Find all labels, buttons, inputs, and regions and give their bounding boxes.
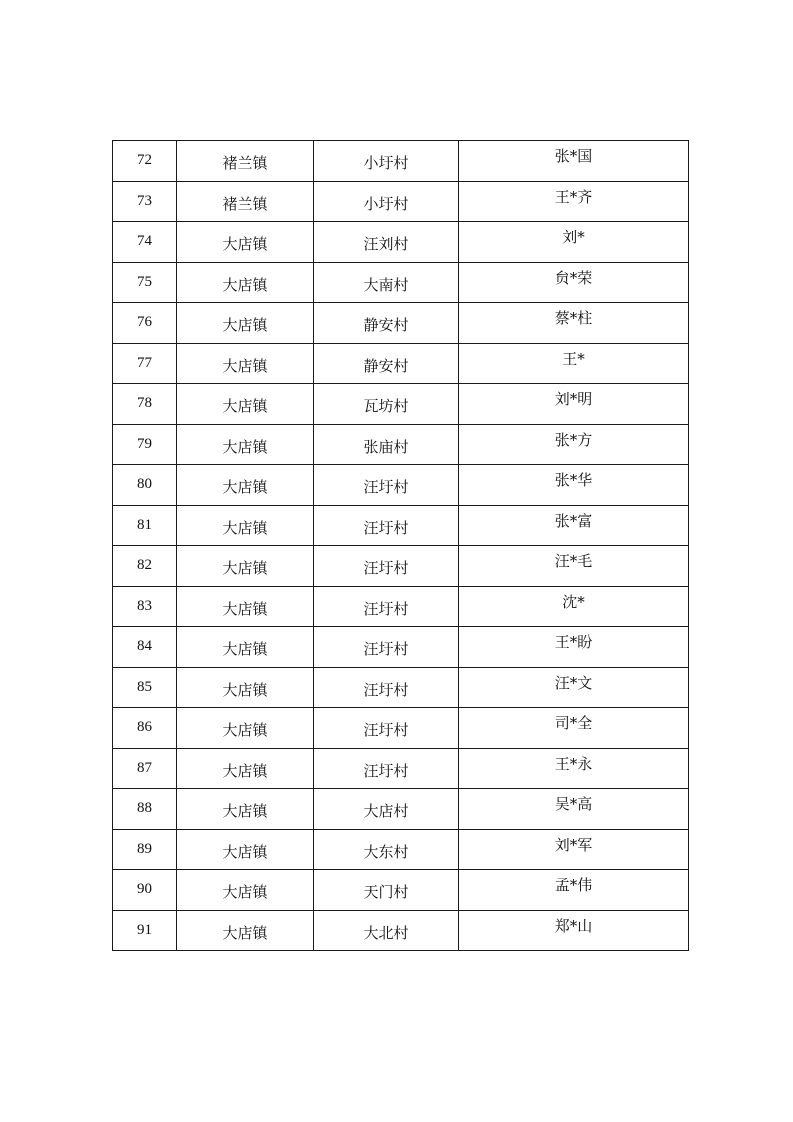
town-cell [177, 910, 314, 951]
row-number-cell [113, 222, 177, 263]
person-name-cell [459, 343, 689, 384]
table-row [113, 546, 689, 587]
table-row [113, 789, 689, 830]
village-cell-text: 大南村 [363, 275, 409, 294]
row-number-cell-text: 78 [137, 395, 152, 412]
town-cell-text: 褚兰镇 [222, 154, 268, 173]
village-cell [314, 343, 459, 384]
person-name-cell [459, 910, 689, 951]
person-name-cell-text: 吴*高 [554, 795, 593, 814]
village-cell-text: 静安村 [363, 316, 409, 335]
row-number-cell [113, 505, 177, 546]
table-row [113, 303, 689, 344]
person-name-cell [459, 586, 689, 627]
row-number-cell-text: 79 [137, 435, 152, 452]
person-name-cell [459, 667, 689, 708]
village-cell [314, 181, 459, 222]
town-cell [177, 465, 314, 506]
town-cell-text: 大店镇 [222, 518, 268, 537]
village-cell-text: 瓦坊村 [363, 397, 409, 416]
village-cell-text: 汪刘村 [363, 235, 409, 254]
person-name-cell-text: 刘*军 [554, 835, 593, 854]
table-row [113, 505, 689, 546]
table-row [113, 667, 689, 708]
person-name-cell-text: 贠*荣 [554, 268, 593, 287]
town-cell [177, 505, 314, 546]
row-number-cell [113, 465, 177, 506]
town-cell [177, 222, 314, 263]
village-cell [314, 627, 459, 668]
table-row [113, 586, 689, 627]
roster-table-body [113, 141, 689, 951]
town-cell-text: 大店镇 [222, 397, 268, 416]
table-row [113, 748, 689, 789]
table-row [113, 910, 689, 951]
person-name-cell [459, 748, 689, 789]
row-number-cell [113, 667, 177, 708]
person-name-cell [459, 505, 689, 546]
person-name-cell-text: 王*齐 [554, 187, 593, 206]
person-name-cell-text: 汪*毛 [554, 552, 593, 571]
person-name-cell-text: 王*盼 [554, 633, 593, 652]
row-number-cell-text: 91 [137, 921, 152, 938]
row-number-cell [113, 141, 177, 182]
row-number-cell-text: 84 [137, 638, 152, 655]
village-cell-text: 小圩村 [363, 154, 409, 173]
village-cell [314, 748, 459, 789]
town-cell [177, 667, 314, 708]
table-row [113, 465, 689, 506]
row-number-cell-text: 83 [137, 597, 152, 614]
table-row [113, 343, 689, 384]
town-cell-text: 大店镇 [222, 437, 268, 456]
town-cell [177, 303, 314, 344]
table-row [113, 181, 689, 222]
row-number-cell-text: 85 [137, 678, 152, 695]
row-number-cell-text: 87 [137, 759, 152, 776]
table-row [113, 829, 689, 870]
table-row [113, 384, 689, 425]
person-name-cell [459, 181, 689, 222]
town-cell [177, 141, 314, 182]
town-cell-text: 大店镇 [222, 478, 268, 497]
village-cell [314, 789, 459, 830]
town-cell-text: 大店镇 [222, 316, 268, 335]
person-name-cell [459, 465, 689, 506]
village-cell [314, 384, 459, 425]
person-name-cell [459, 384, 689, 425]
town-cell [177, 546, 314, 587]
row-number-cell [113, 789, 177, 830]
village-cell-text: 汪圩村 [363, 518, 409, 537]
person-name-cell [459, 870, 689, 911]
table-row [113, 627, 689, 668]
town-cell [177, 627, 314, 668]
village-cell-text: 大北村 [363, 923, 409, 942]
town-cell [177, 789, 314, 830]
village-cell [314, 910, 459, 951]
village-cell-text: 汪圩村 [363, 478, 409, 497]
village-cell-text: 静安村 [363, 356, 409, 375]
person-name-cell-text: 司*全 [554, 714, 593, 733]
village-cell-text: 汪圩村 [363, 721, 409, 740]
village-cell [314, 708, 459, 749]
table-row [113, 708, 689, 749]
row-number-cell-text: 89 [137, 840, 152, 857]
person-name-cell-text: 张*华 [554, 471, 593, 490]
village-cell [314, 505, 459, 546]
town-cell [177, 748, 314, 789]
row-number-cell [113, 586, 177, 627]
village-cell [314, 303, 459, 344]
person-name-cell-text: 郑*山 [554, 916, 593, 935]
town-cell [177, 424, 314, 465]
town-cell [177, 829, 314, 870]
town-cell-text: 大店镇 [222, 802, 268, 821]
table-row [113, 262, 689, 303]
row-number-cell [113, 870, 177, 911]
roster-table [112, 140, 689, 951]
person-name-cell-text: 汪*文 [554, 673, 593, 692]
person-name-cell-text: 沈* [562, 592, 585, 611]
person-name-cell [459, 829, 689, 870]
town-cell [177, 343, 314, 384]
person-name-cell [459, 708, 689, 749]
table-row [113, 424, 689, 465]
row-number-cell-text: 86 [137, 719, 152, 736]
row-number-cell-text: 81 [137, 516, 152, 533]
row-number-cell-text: 76 [137, 314, 152, 331]
town-cell-text: 大店镇 [222, 599, 268, 618]
row-number-cell-text: 82 [137, 557, 152, 574]
row-number-cell [113, 748, 177, 789]
town-cell-text: 大店镇 [222, 275, 268, 294]
row-number-cell [113, 262, 177, 303]
person-name-cell [459, 627, 689, 668]
row-number-cell [113, 424, 177, 465]
village-cell-text: 小圩村 [363, 194, 409, 213]
town-cell [177, 708, 314, 749]
row-number-cell-text: 73 [137, 192, 152, 209]
row-number-cell-text: 74 [137, 233, 152, 250]
town-cell-text: 大店镇 [222, 356, 268, 375]
village-cell [314, 667, 459, 708]
row-number-cell [113, 343, 177, 384]
person-name-cell [459, 222, 689, 263]
table-row [113, 222, 689, 263]
village-cell [314, 870, 459, 911]
village-cell-text: 汪圩村 [363, 640, 409, 659]
town-cell-text: 大店镇 [222, 640, 268, 659]
row-number-cell [113, 708, 177, 749]
row-number-cell-text: 88 [137, 800, 152, 817]
person-name-cell [459, 546, 689, 587]
person-name-cell [459, 789, 689, 830]
town-cell [177, 870, 314, 911]
town-cell-text: 褚兰镇 [222, 194, 268, 213]
person-name-cell-text: 王* [562, 349, 585, 368]
row-number-cell [113, 546, 177, 587]
row-number-cell-text: 75 [137, 273, 152, 290]
person-name-cell-text: 蔡*柱 [554, 309, 593, 328]
town-cell [177, 384, 314, 425]
town-cell-text: 大店镇 [222, 923, 268, 942]
village-cell-text: 汪圩村 [363, 599, 409, 618]
table-row [113, 141, 689, 182]
row-number-cell [113, 829, 177, 870]
village-cell-text: 张庙村 [363, 437, 409, 456]
village-cell-text: 汪圩村 [363, 680, 409, 699]
village-cell [314, 546, 459, 587]
town-cell [177, 586, 314, 627]
person-name-cell-text: 张*富 [554, 511, 593, 530]
village-cell [314, 141, 459, 182]
town-cell-text: 大店镇 [222, 761, 268, 780]
person-name-cell-text: 王*永 [554, 754, 593, 773]
row-number-cell [113, 303, 177, 344]
village-cell [314, 424, 459, 465]
person-name-cell [459, 424, 689, 465]
person-name-cell-text: 张*方 [554, 430, 593, 449]
person-name-cell-text: 刘* [562, 228, 585, 247]
village-cell [314, 222, 459, 263]
town-cell-text: 大店镇 [222, 235, 268, 254]
row-number-cell-text: 72 [137, 152, 152, 169]
row-number-cell-text: 90 [137, 881, 152, 898]
person-name-cell-text: 刘*明 [554, 390, 593, 409]
row-number-cell-text: 77 [137, 354, 152, 371]
town-cell-text: 大店镇 [222, 680, 268, 699]
table-row [113, 870, 689, 911]
village-cell [314, 262, 459, 303]
village-cell-text: 汪圩村 [363, 761, 409, 780]
row-number-cell-text: 80 [137, 476, 152, 493]
village-cell-text: 大东村 [363, 842, 409, 861]
town-cell [177, 262, 314, 303]
town-cell-text: 大店镇 [222, 883, 268, 902]
row-number-cell [113, 181, 177, 222]
person-name-cell-text: 张*国 [554, 147, 593, 166]
row-number-cell [113, 627, 177, 668]
village-cell [314, 829, 459, 870]
town-cell [177, 181, 314, 222]
row-number-cell [113, 910, 177, 951]
person-name-cell-text: 孟*伟 [554, 876, 593, 895]
town-cell-text: 大店镇 [222, 842, 268, 861]
person-name-cell [459, 303, 689, 344]
town-cell-text: 大店镇 [222, 721, 268, 740]
person-name-cell [459, 141, 689, 182]
village-cell [314, 586, 459, 627]
row-number-cell [113, 384, 177, 425]
village-cell-text: 大店村 [363, 802, 409, 821]
town-cell-text: 大店镇 [222, 559, 268, 578]
village-cell [314, 465, 459, 506]
village-cell-text: 天门村 [363, 883, 409, 902]
village-cell-text: 汪圩村 [363, 559, 409, 578]
person-name-cell [459, 262, 689, 303]
